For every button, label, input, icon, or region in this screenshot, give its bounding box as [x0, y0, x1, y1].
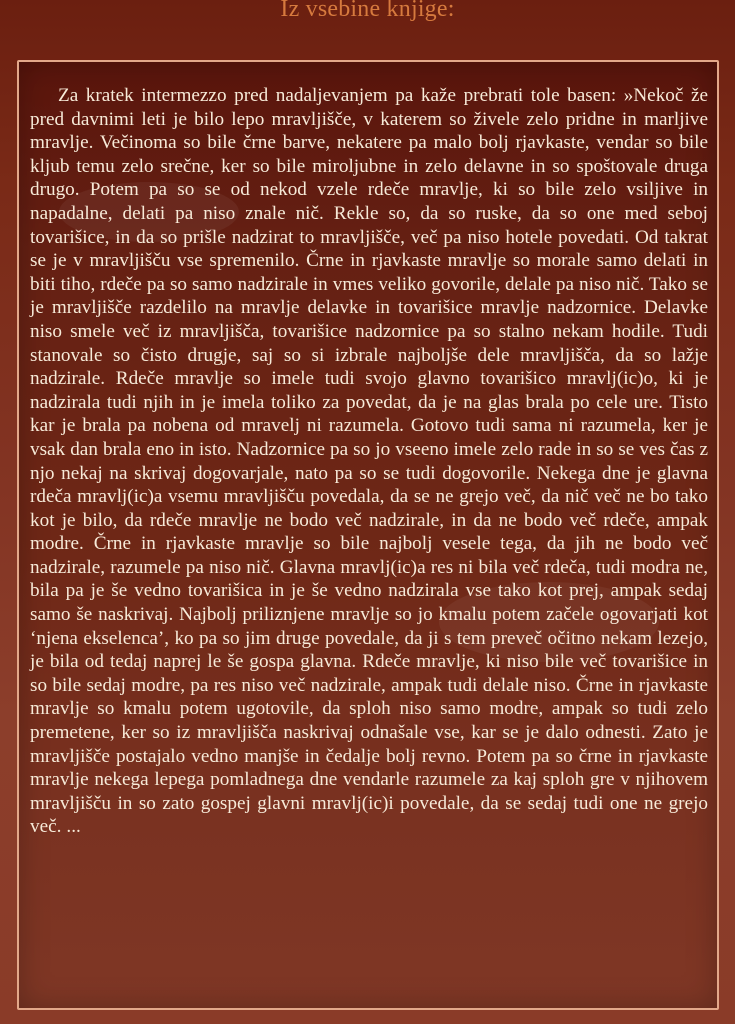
book-excerpt: Za kratek intermezzo pred nadaljevanjem pa kaže prebrati tole basen: »Nekoč že pred davnimi leti je bilo lepo mravljišče, v katerem so živele zelo pridne in marljive mravlje. Večinoma so bile črne barve, nekatere pa malo bolj rjavkaste, vendar so bile kljub temu zelo srečne, ker so bile miroljubne in zelo delavne in so spoštovale druga drugo. Potem pa so se od nekod vzele rdeče mravlje, ki so bile zelo vsiljive in napadalne, delati pa niso znale nič. Rekle so, da so ruske, da so one med seboj tovarišice, in da so prišle nadzirat to mravljišče, več pa niso hotele povedati. Od takrat se je v mravljišču vse spremenilo. Črne in rjavkaste mravlje so morale samo delati in biti tiho, rdeče pa so samo nadzirale in vmes veliko govorile, delale pa niso nič. Tako se je mravljišče razdelilo na mravlje delavke in tovarišice mravlje nadzornice. Delavke niso smele več iz mravljišča, tovarišice nadzornice pa so stalno nekam hodile. Tudi stanovale so čisto drugje, saj so si izbrale najboljše dele mravljišča, da so lažje nadzirale. Rdeče mravlje so imele tudi svojo glavno tovarišico mravlj(ic)o, ki je nadzirala tudi njih in je imela toliko za povedat, da je na glas brala po cele ure. Tisto kar je brala pa nobena od mravelj ni razumela. Gotovo tudi sama ni razumela, ker je vsak dan brala eno in isto. Nadzornice pa so jo vseeno imele zelo rade in so se ves čas z njo nekaj na skrivaj dogovarjale, nato pa so se tudi dogovorile. Nekega dne je glavna rdeča mravlj(ic)a vsemu mravljišču povedala, da se ne grejo več, da nič več ne bo tako kot je bilo, da rdeče mravlje ne bodo več nadzirale, in da ne bodo več rdeče, ampak modre. Črne in rjavkaste mravlje so bile najbolj vesele tega, da jih ne bodo več nadzirale, razumele pa niso nič. Glavna mravlj(ic)a res ni bila več rdeča, tudi modra ne, bila pa je še vedno tovarišica in je še vedno nadzirala vse tako kot prej, ampak sedaj samo še naskrivaj. Najbolj priliznjene mravlje so jo kmalu potem začele ogovarjati kot ‘njena ekselenca’, ko pa so jim druge povedale, da ji s tem preveč očitno nekam lezejo, je bila od tedaj naprej le še gospa glavna. Rdeče mravlje, ki niso bile več tovarišice in so bile sedaj modre, pa res niso več nadzirale, ampak tudi delale niso. Črne in rjavkaste mravlje so kmalu potem ugotovile, da sploh niso samo modre, ampak so tudi zelo premetene, ker so iz mravljišča naskrivaj odnašale vse, kar se je dalo odnesti. Zato je mravljišče postajalo vedno manjše in čedalje bolj revno. Potem pa so črne in rjavkaste mravlje nekega lepega pomladnega dne vendarle razumele za kaj sploh gre v njihovem mravljišču in so zato gospej glavni mravlj(ic)i povedale, da se sedaj tudi one ne grejo več. ... [30, 85, 708, 838]
page-title: Iz vsebine knjige: [280, 0, 455, 22]
